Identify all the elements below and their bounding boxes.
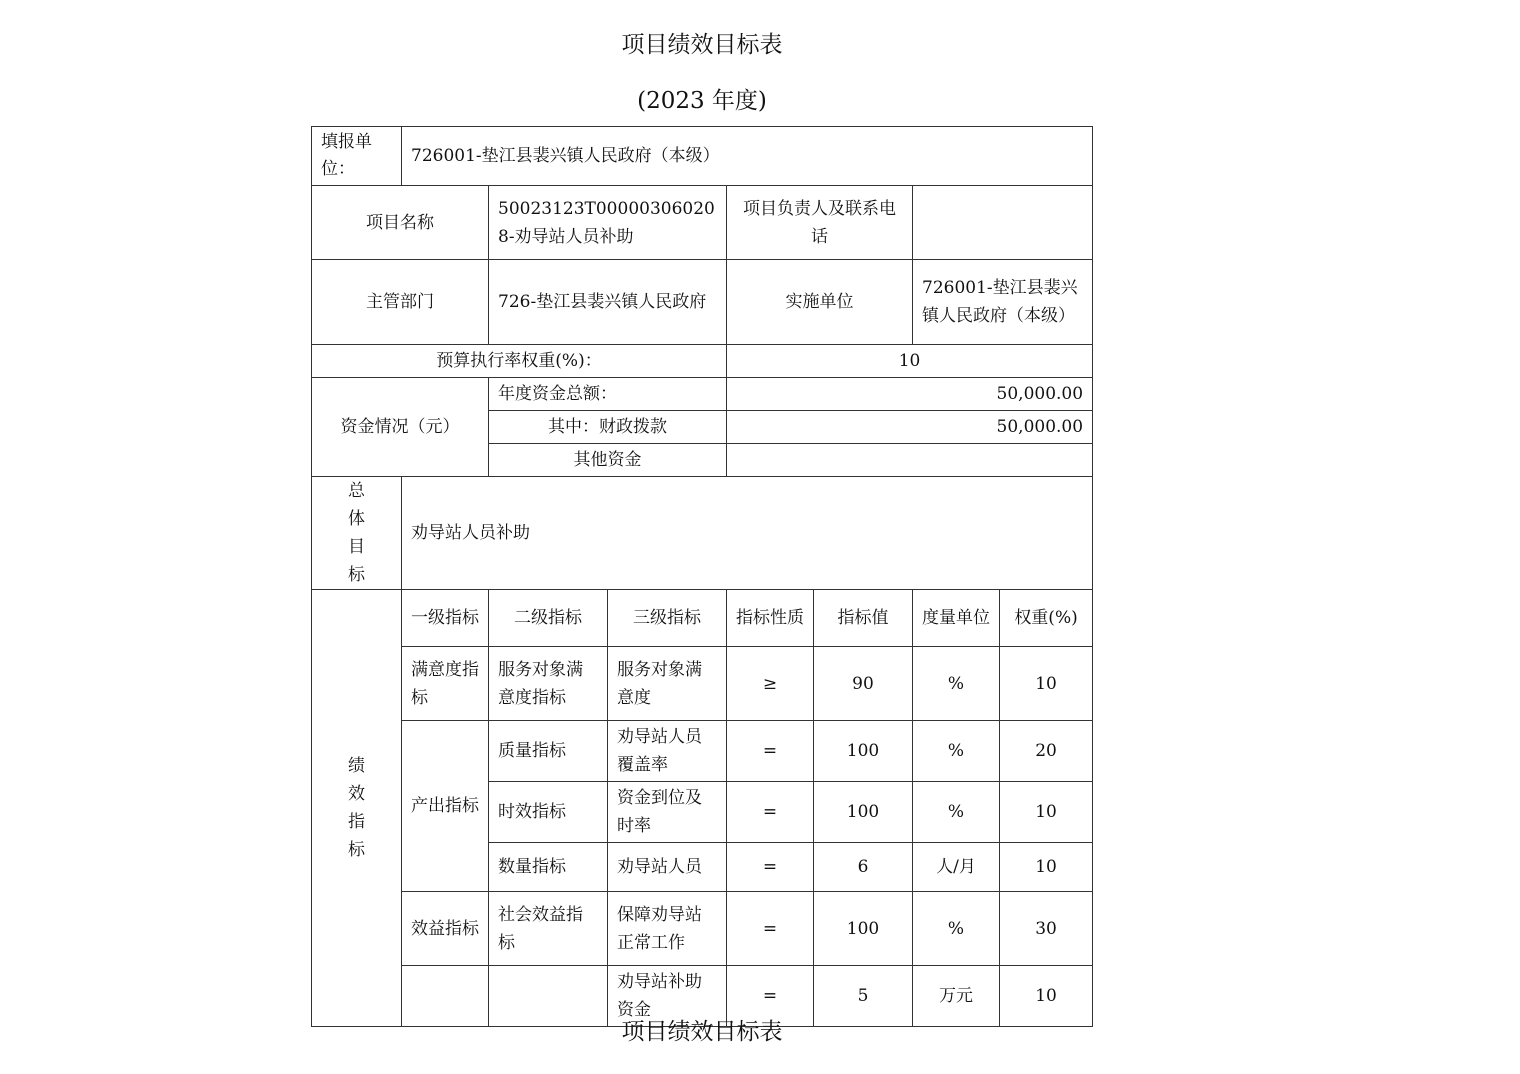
header-unit: 度量单位 bbox=[913, 590, 1000, 647]
footer-title: 项目绩效目标表 bbox=[621, 1019, 783, 1045]
row-weight: 10 bbox=[1000, 782, 1093, 843]
row-value: 5 bbox=[814, 966, 913, 1027]
row-value: 100 bbox=[814, 892, 913, 966]
row-unit: % bbox=[913, 892, 1000, 966]
funds-fiscal-value: 50,000.00 bbox=[727, 411, 1093, 444]
header-level2: 二级指标 bbox=[489, 590, 608, 647]
goal-value: 劝导站人员补助 bbox=[402, 477, 1093, 590]
row-level1: 效益指标 bbox=[402, 892, 489, 966]
funds-other-label: 其他资金 bbox=[489, 444, 727, 477]
funds-fiscal-label: 其中：财政拨款 bbox=[489, 411, 727, 444]
indicators-section-label: 绩效指标 bbox=[312, 590, 402, 1027]
impl-value: 726001-垫江县裴兴镇人民政府（本级） bbox=[913, 260, 1093, 345]
row-unit: % bbox=[913, 721, 1000, 782]
contact-value bbox=[913, 186, 1093, 260]
row-level2: 社会效益指标 bbox=[489, 892, 608, 966]
row-unit: % bbox=[913, 647, 1000, 721]
unit-label: 填报单位： bbox=[312, 127, 402, 186]
row-weight: 10 bbox=[1000, 843, 1093, 892]
row-weight: 30 bbox=[1000, 892, 1093, 966]
row-level1: 满意度指标 bbox=[402, 647, 489, 721]
contact-label: 项目负责人及联系电话 bbox=[727, 186, 913, 260]
dept-label: 主管部门 bbox=[312, 260, 489, 345]
row-nature: = bbox=[727, 892, 814, 966]
row-unit: % bbox=[913, 782, 1000, 843]
unit-value: 726001-垫江县裴兴镇人民政府（本级） bbox=[402, 127, 1093, 186]
funds-total-value: 50,000.00 bbox=[727, 378, 1093, 411]
row-nature: = bbox=[727, 721, 814, 782]
row-value: 100 bbox=[814, 721, 913, 782]
row-weight: 10 bbox=[1000, 966, 1093, 1027]
funds-label: 资金情况（元） bbox=[312, 378, 489, 477]
project-name-label: 项目名称 bbox=[312, 186, 489, 260]
budget-weight-label: 预算执行率权重(%)： bbox=[312, 345, 727, 378]
row-value: 100 bbox=[814, 782, 913, 843]
dept-value: 726-垫江县裴兴镇人民政府 bbox=[489, 260, 727, 345]
row-level3: 劝导站人员 bbox=[608, 843, 727, 892]
row-level2: 时效指标 bbox=[489, 782, 608, 843]
document-title: 项目绩效目标表 bbox=[621, 32, 783, 58]
document-year: (2023 年度) bbox=[637, 88, 767, 114]
table-row bbox=[312, 647, 1093, 721]
table-row bbox=[312, 721, 1093, 782]
row-unit: 万元 bbox=[913, 966, 1000, 1027]
row-level3: 服务对象满意度 bbox=[608, 647, 727, 721]
goal-label: 总体目标 bbox=[312, 477, 402, 590]
table-row bbox=[312, 892, 1093, 966]
header-level1: 一级指标 bbox=[402, 590, 489, 647]
row-value: 6 bbox=[814, 843, 913, 892]
header-value: 指标值 bbox=[814, 590, 913, 647]
row-level2: 数量指标 bbox=[489, 843, 608, 892]
row-weight: 20 bbox=[1000, 721, 1093, 782]
row-level3: 劝导站补助资金 bbox=[608, 966, 727, 1027]
impl-label: 实施单位 bbox=[727, 260, 913, 345]
performance-target-table bbox=[311, 126, 1093, 1027]
row-nature: = bbox=[727, 966, 814, 1027]
row-weight: 10 bbox=[1000, 647, 1093, 721]
row-level2: 质量指标 bbox=[489, 721, 608, 782]
row-nature: = bbox=[727, 782, 814, 843]
row-value: 90 bbox=[814, 647, 913, 721]
header-level3: 三级指标 bbox=[608, 590, 727, 647]
row-nature: = bbox=[727, 843, 814, 892]
row-level2: 服务对象满意度指标 bbox=[489, 647, 608, 721]
project-name-value: 50023123T000003060208-劝导站人员补助 bbox=[489, 186, 727, 260]
funds-other-value bbox=[727, 444, 1093, 477]
row-level3: 劝导站人员覆盖率 bbox=[608, 721, 727, 782]
header-weight: 权重(%) bbox=[1000, 590, 1093, 647]
row-level3: 保障劝导站正常工作 bbox=[608, 892, 727, 966]
row-unit: 人/月 bbox=[913, 843, 1000, 892]
row-level1: 产出指标 bbox=[402, 721, 489, 892]
row-nature: ≥ bbox=[727, 647, 814, 721]
budget-weight-value: 10 bbox=[727, 345, 1093, 378]
row-level3: 资金到位及时率 bbox=[608, 782, 727, 843]
funds-total-label: 年度资金总额： bbox=[489, 378, 727, 411]
header-nature: 指标性质 bbox=[727, 590, 814, 647]
